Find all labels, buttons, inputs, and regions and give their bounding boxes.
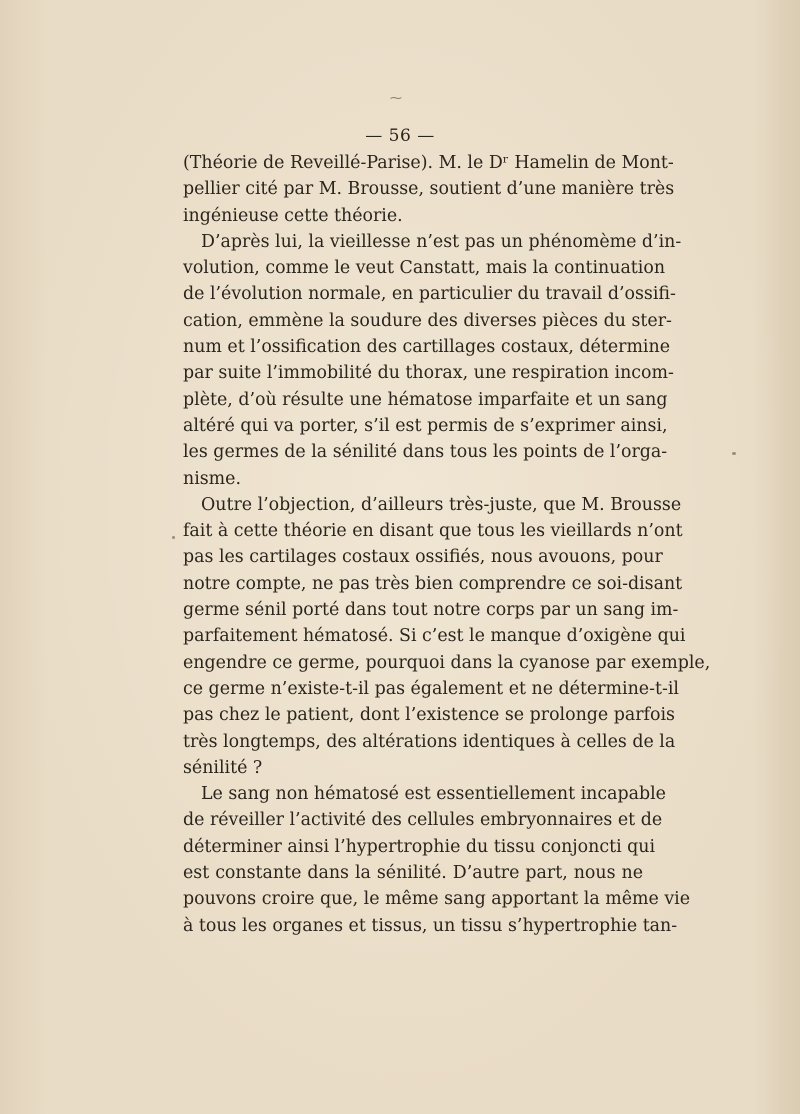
printer-mark: ⁓ bbox=[390, 91, 402, 105]
text-line: plète, d’où résulte une hématose imparfaite et un sang bbox=[183, 389, 668, 410]
paragraph bbox=[183, 229, 682, 492]
text-line: pas les cartilages costaux ossifiés, nous avouons, pour bbox=[183, 547, 663, 568]
paragraph bbox=[183, 781, 690, 939]
text-line: très longtemps, des altérations identiques à celles de la bbox=[183, 731, 676, 752]
paragraph bbox=[183, 492, 711, 781]
text-line: pas chez le patient, dont l’existence se prolonge parfois bbox=[183, 705, 675, 726]
text-line: germe sénil porté dans tout notre corps par un sang im- bbox=[183, 600, 679, 621]
text-line: D’après lui, la vieillesse n’est pas un phénomème d’in- bbox=[201, 231, 682, 252]
text-line: à tous les organes et tissus, un tissu s’hypertrophie tan- bbox=[183, 915, 678, 936]
text-line: Outre l’objection, d’ailleurs très-juste, que M. Brousse bbox=[201, 494, 682, 515]
text-line: cation, emmène la soudure des diverses pièces du ster- bbox=[183, 310, 672, 331]
text-line: parfaitement hématosé. Si c’est le manque d’oxigène qui bbox=[183, 626, 686, 647]
text-line: les germes de la sénilité dans tous les points de l’orga- bbox=[183, 442, 668, 463]
paper-speck bbox=[172, 536, 175, 539]
text-line: altéré qui va porter, s’il est permis de s’exprimer ainsi, bbox=[183, 415, 668, 436]
text-line: fait à cette théorie en disant que tous les vieillards n’ont bbox=[183, 521, 683, 542]
text-line: pellier cité par M. Brousse, soutient d’une manière très bbox=[183, 179, 675, 200]
text-line: notre compte, ne pas très bien comprendre ce soi-disant bbox=[183, 573, 683, 594]
paper-speck bbox=[732, 452, 736, 455]
text-line: par suite l’immobilité du thorax, une respiration incom- bbox=[183, 363, 674, 384]
text-line: volution, comme le veut Canstatt, mais la continuation bbox=[183, 258, 666, 279]
page-number: — 56 — bbox=[365, 126, 435, 146]
text-line: sénilité ? bbox=[183, 757, 263, 778]
text-line: de l’évolution normale, en particulier du travail d’ossifi- bbox=[183, 284, 676, 305]
text-line: pouvons croire que, le même sang apportant la même vie bbox=[183, 889, 690, 910]
text-line: num et l’ossification des cartillages costaux, détermine bbox=[183, 337, 670, 358]
text-line: ce germe n’existe-t-il pas également et ne détermine-t-il bbox=[183, 678, 679, 699]
text-line: engendre ce germe, pourquoi dans la cyanose par exemple, bbox=[183, 652, 711, 673]
paragraph bbox=[183, 150, 675, 229]
text-line: nisme. bbox=[183, 468, 241, 489]
body-text bbox=[183, 150, 711, 939]
text-line: est constante dans la sénilité. D’autre part, nous ne bbox=[183, 863, 643, 884]
text-line: ingénieuse cette théorie. bbox=[183, 205, 403, 226]
text-line: Le sang non hématosé est essentiellement incapable bbox=[201, 784, 666, 805]
text-line: de réveiller l’activité des cellules embryonnaires et de bbox=[183, 810, 663, 831]
text-line: déterminer ainsi l’hypertrophie du tissu conjoncti qui bbox=[183, 836, 656, 857]
text-line: (Théorie de Reveillé-Parise). M. le Dʳ Hamelin de Mont- bbox=[183, 153, 674, 173]
